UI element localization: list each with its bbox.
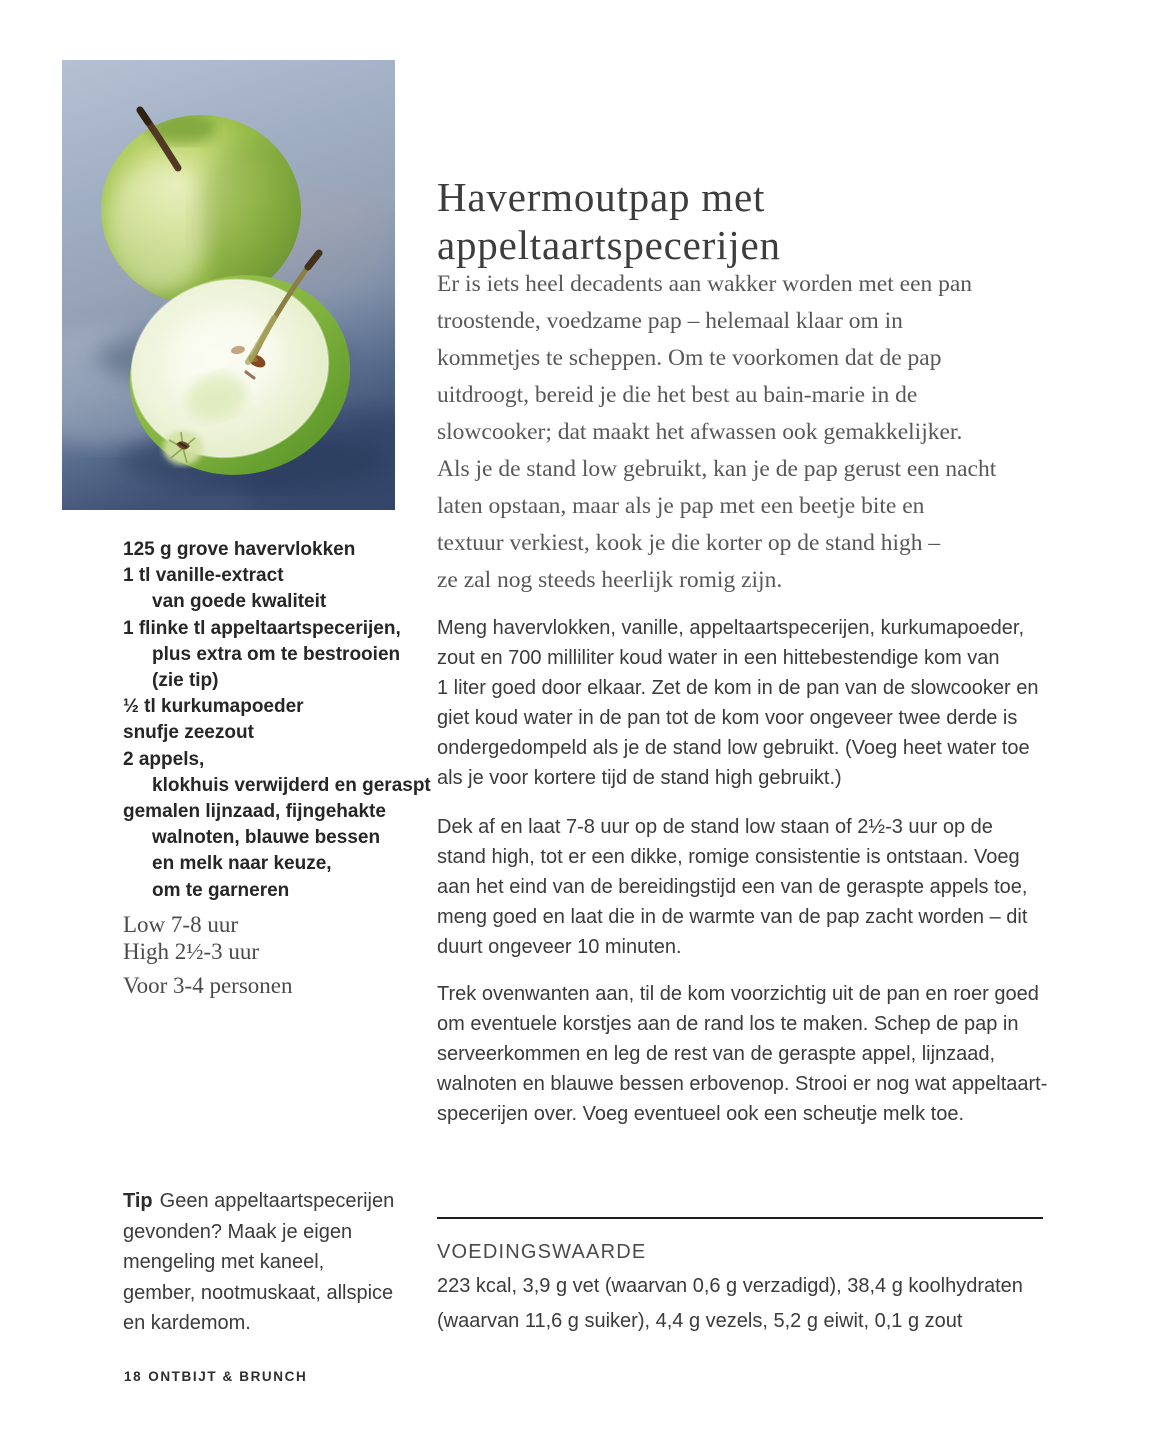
nutrition-line: 223 kcal, 3,9 g vet (waarvan 0,6 g verzadigd), 38,4 g koolhydraten (437, 1275, 1023, 1297)
tip-label: Tip (123, 1190, 153, 1212)
recipe-title-line: Havermoutpap met (437, 174, 766, 221)
ingredient-line: (zie tip) (152, 670, 219, 692)
ingredients-list (123, 537, 431, 904)
page-number: 18 (124, 1369, 143, 1384)
nutrition-heading: VOEDINGSWAARDE (437, 1241, 647, 1263)
method-line: Dek af en laat 7-8 uur op de stand low staan of 2½-3 uur op de (437, 816, 993, 838)
intro-line: Als je de stand low gebruikt, kan je de pap gerust een nacht (437, 456, 997, 482)
section-label: ONTBIJT & BRUNCH (148, 1369, 308, 1384)
method-line: Trek ovenwanten aan, til de kom voorzichtig uit de pan en roer goed (437, 983, 1039, 1005)
tip-line: mengeling met kaneel, (123, 1251, 325, 1273)
method-line: meng goed en laat die in de warmte van de pap zacht worden – dit (437, 906, 1028, 928)
cook-time (123, 911, 259, 965)
apples-photo-illustration (62, 60, 395, 510)
method-line: specerijen over. Voeg eventueel ook een scheutje melk toe. (437, 1103, 965, 1125)
ingredient-line: 2 appels, (123, 748, 205, 770)
method-line: 1 liter goed door elkaar. Zet de kom in de pan van de slowcooker en (437, 677, 1039, 699)
apples-photo (62, 60, 395, 510)
ingredient-line: 1 tl vanille-extract (123, 565, 284, 587)
servings: Voor 3-4 personen (123, 973, 293, 998)
recipe-intro (437, 266, 996, 599)
intro-line: Er is iets heel decadents aan wakker worden met een pan (437, 271, 973, 297)
ingredient-line: klokhuis verwijderd en geraspt (152, 774, 431, 796)
ingredient-line: om te garneren (152, 879, 290, 901)
ingredient-line: en melk naar keuze, (152, 853, 332, 875)
ingredient-line: gemalen lijnzaad, fijngehakte (123, 801, 386, 823)
tip-line (123, 1186, 423, 1217)
ingredient-line: 1 flinke tl appeltaartspecerijen, (123, 617, 401, 639)
method-line: om eventuele korstjes aan de rand los te maken. Schep de pap in (437, 1013, 1019, 1035)
cook-time-low: Low 7-8 uur (123, 912, 238, 937)
nutrition-line: (waarvan 11,6 g suiker), 4,4 g vezels, 5,2 g eiwit, 0,1 g zout (437, 1310, 963, 1332)
intro-line: slowcooker; dat maakt het afwassen ook gemakkelijker. (437, 419, 963, 445)
method-line: stand high, tot er een dikke, romige consistentie is ontstaan. Voeg (437, 846, 1020, 868)
intro-line: laten opstaan, maar als je pap met een beetje bite en (437, 493, 925, 519)
method-line: aan het eind van de bereidingstijd een van de geraspte appels toe, (437, 876, 1028, 898)
ingredient-line: walnoten, blauwe bessen (152, 827, 381, 849)
ingredient-line: snufje zeezout (123, 722, 254, 744)
tip-line: en kardemom. (123, 1312, 251, 1334)
nutrition-divider (437, 1217, 1043, 1219)
tip-note (123, 1186, 423, 1339)
cook-time-high: High 2½-3 uur (123, 939, 260, 964)
intro-line: textuur verkiest, kook je die korter op de stand high – (437, 530, 941, 556)
intro-line: ze zal nog steeds heerlijk romig zijn. (437, 567, 783, 593)
ingredient-line: 125 g grove havervlokken (123, 539, 356, 560)
page-footer (124, 1369, 307, 1384)
method-line: Meng havervlokken, vanille, appeltaartspecerijen, kurkumapoeder, (437, 617, 1025, 639)
method-line: ondergedompeld als je de stand low gebruikt. (Voeg heet water toe (437, 737, 1030, 759)
recipe-title (437, 173, 781, 269)
ingredient-line: van goede kwaliteit (152, 591, 327, 613)
tip-text: Geen appeltaartspecerijen (159, 1190, 395, 1212)
method-paragraph-1 (437, 613, 1038, 793)
tip-line: gevonden? Maak je eigen (123, 1220, 353, 1243)
intro-line: troostende, voedzame pap – helemaal klaar om in (437, 308, 903, 334)
ingredient-line: plus extra om te bestrooien (152, 643, 401, 665)
method-paragraph-3 (437, 979, 1047, 1129)
nutrition-values (437, 1269, 1023, 1339)
ingredient-line: ½ tl kurkumapoeder (123, 696, 304, 718)
method-line: zout en 700 milliliter koud water in een hittebestendige kom van (437, 647, 1000, 669)
method-line: als je voor kortere tijd de stand high gebruikt.) (437, 767, 842, 789)
method-line: duurt ongeveer 10 minuten. (437, 936, 682, 958)
intro-line: uitdroogt, bereid je die het best au bain-marie in de (437, 382, 918, 408)
tip-line: gember, nootmuskaat, allspice (123, 1281, 394, 1304)
intro-line: kommetjes te scheppen. Om te voorkomen dat de pap (437, 345, 942, 371)
method-line: serveerkommen en leg de rest van de geraspte appel, lijnzaad, (437, 1043, 996, 1065)
method-line: giet koud water in de pan tot de kom voor ongeveer twee derde is (437, 707, 1018, 729)
recipe-title-line: appeltaartspecerijen (437, 222, 781, 269)
method-line: walnoten en blauwe bessen erbovenop. Strooi er nog wat appeltaart- (437, 1073, 1048, 1095)
method-paragraph-2 (437, 812, 1027, 962)
